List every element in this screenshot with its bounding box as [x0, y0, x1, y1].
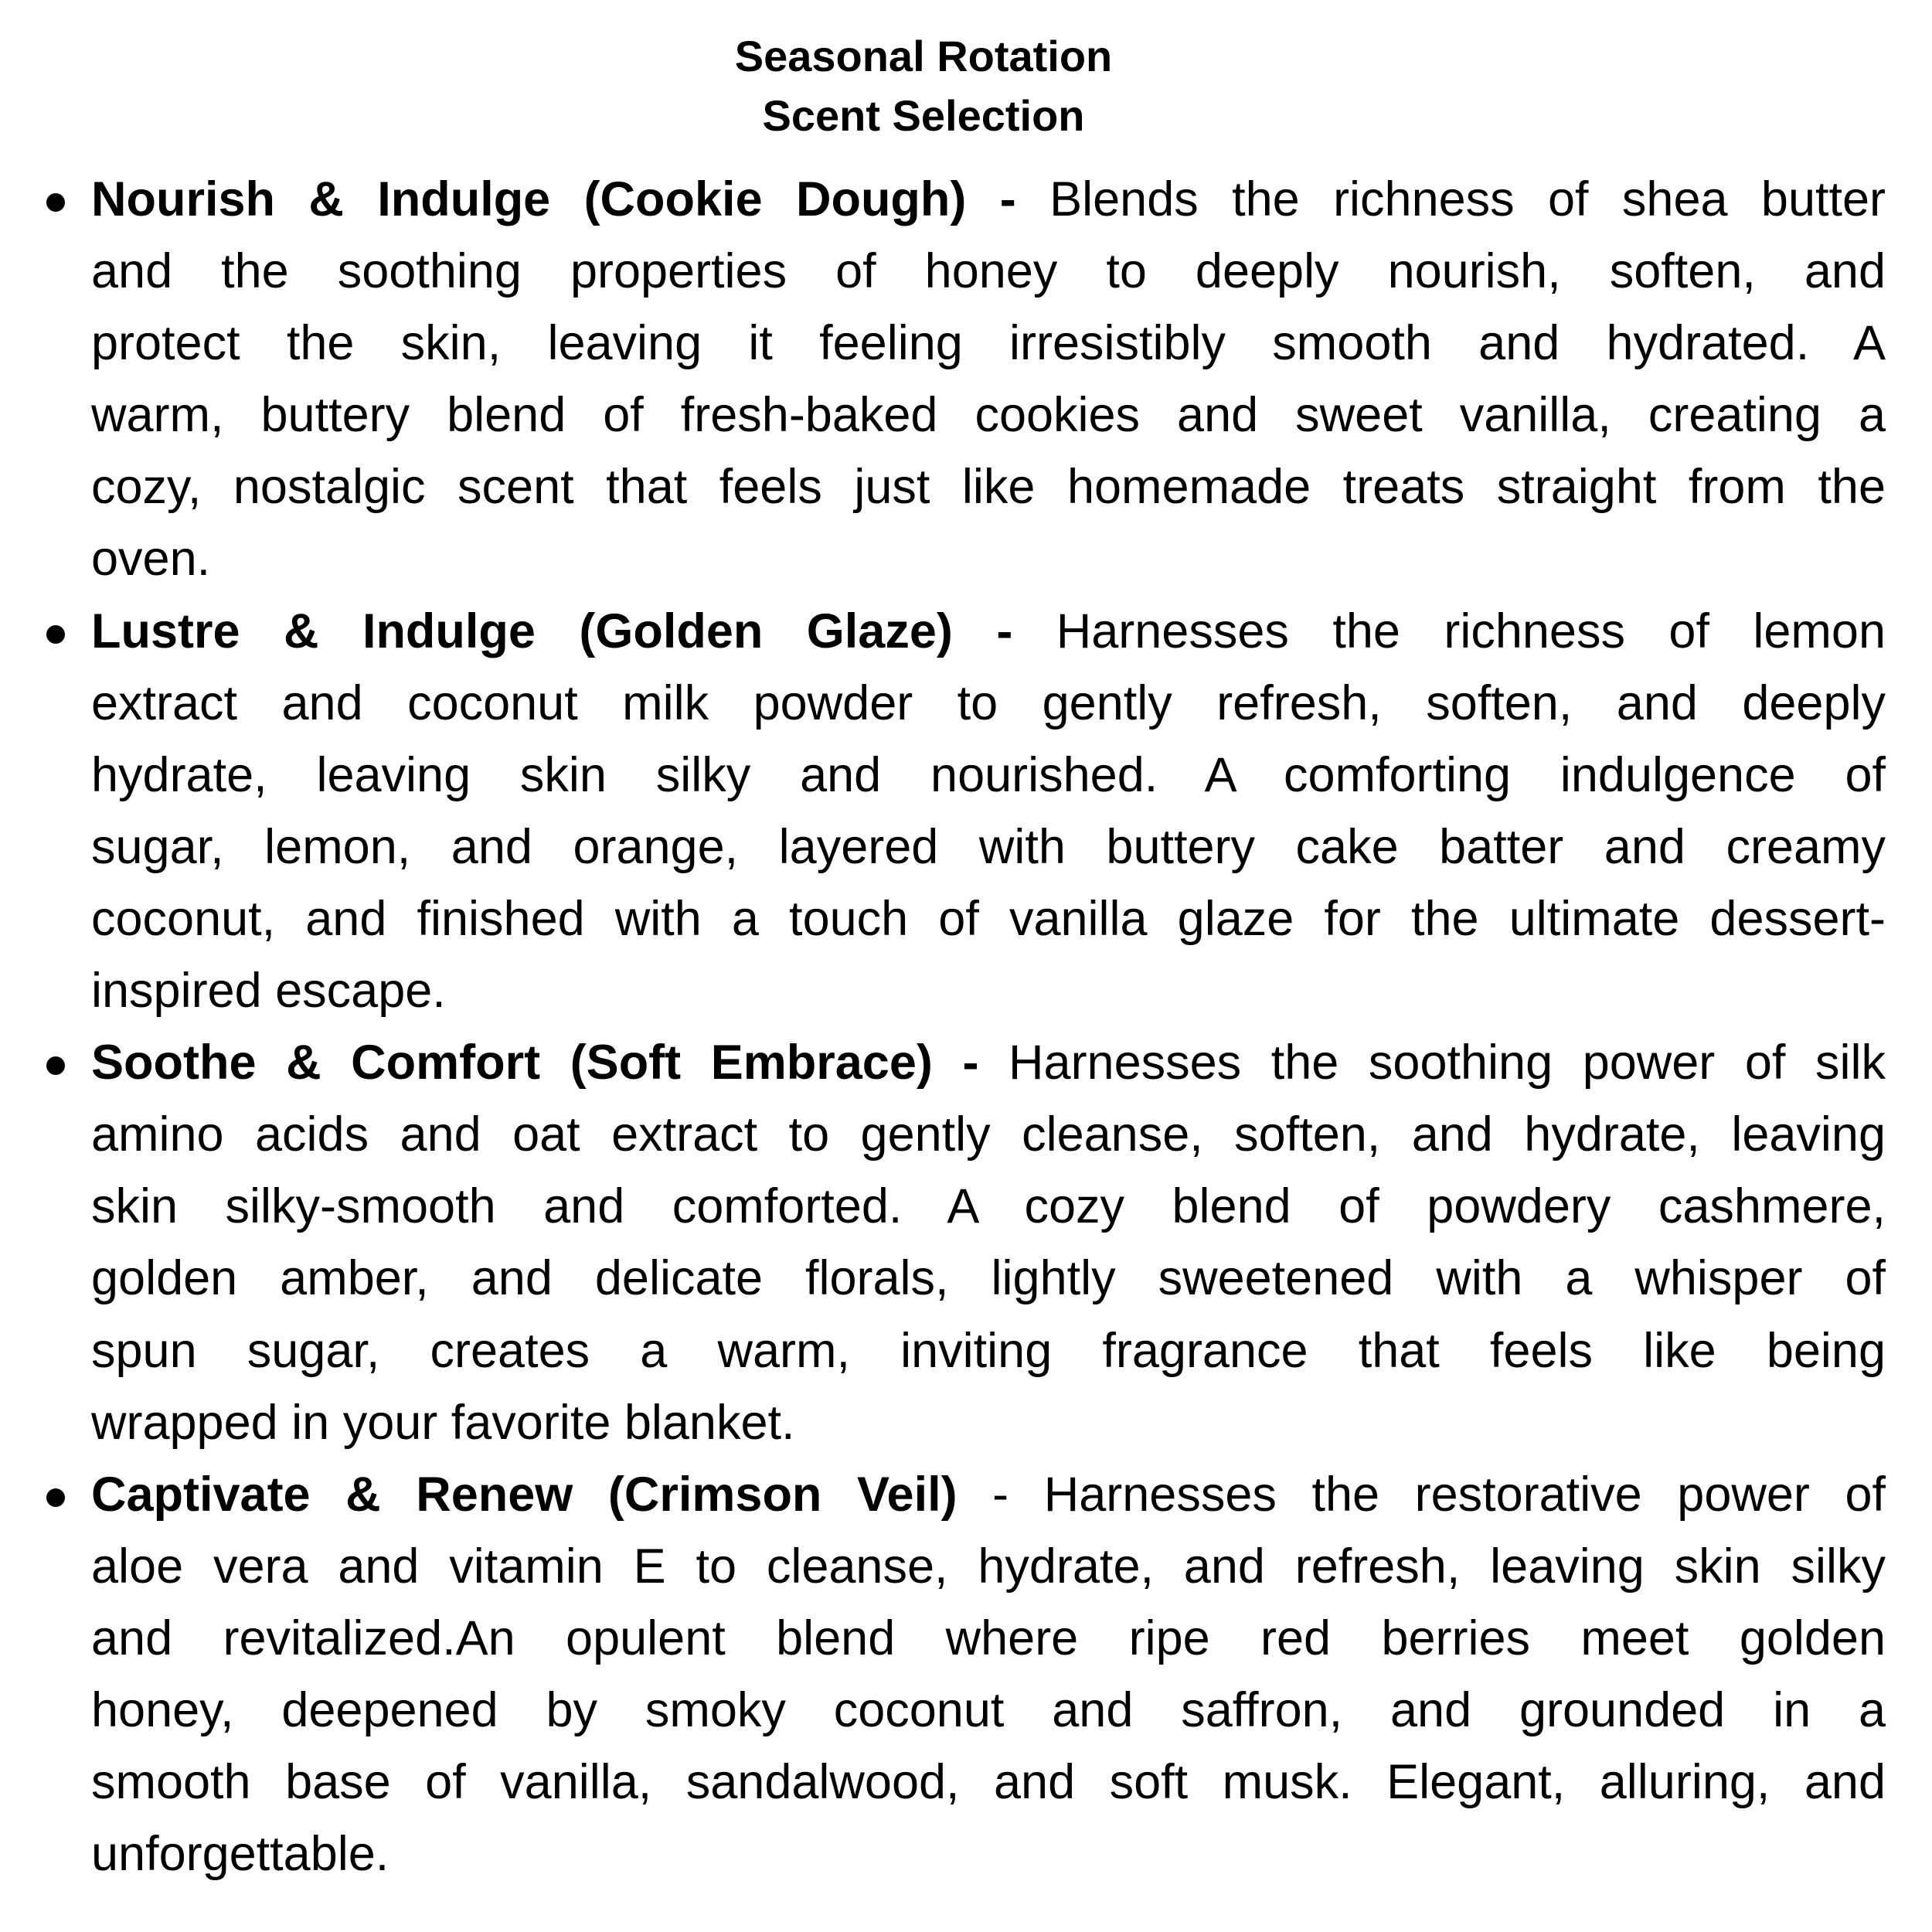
bullet-icon — [46, 1488, 65, 1507]
scent-line: spun sugar, creates a warm, inviting fragrance that feels like being — [91, 1323, 1886, 1378]
scent-line: honey, deepened by smoky coconut and saffron, and grounded in a — [91, 1682, 1886, 1737]
scent-list — [0, 164, 1932, 1890]
scent-description-start: Blends the richness of shea butter — [1015, 172, 1886, 226]
scent-item-cookie-dough — [0, 164, 1932, 596]
scent-description-start: Harnesses the soothing power of silk — [978, 1036, 1886, 1090]
scent-name: Nourish & Indulge (Cookie Dough) — [91, 172, 967, 226]
scent-line: extract and coconut milk powder to gently refresh, soften, and deeply — [91, 675, 1886, 730]
scent-separator: - — [952, 604, 1013, 658]
title-line-2: Scent Selection — [762, 91, 1085, 140]
scent-separator: - — [966, 172, 1016, 226]
scent-line: inspired escape. — [91, 964, 446, 1019]
scent-line: and revitalized.An opulent blend where ripe red berries meet golden — [91, 1611, 1886, 1665]
scent-line: protect the skin, leaving it feeling irresistibly smooth and hydrated. A — [91, 316, 1886, 371]
scent-line: smooth base of vanilla, sandalwood, and soft musk. Elegant, alluring, and — [91, 1755, 1886, 1810]
scent-item-crimson-veil — [0, 1459, 1932, 1891]
scent-line: oven. — [91, 532, 211, 587]
bullet-icon — [46, 193, 65, 212]
scent-separator: - — [957, 1467, 1009, 1522]
scent-item-soft-embrace — [0, 1027, 1932, 1459]
scent-line: cozy, nostalgic scent that feels just like homemade treats straight from the — [91, 460, 1886, 515]
scent-description-start: Harnesses the restorative power of — [1009, 1467, 1886, 1522]
scent-name: Soothe & Comfort (Soft Embrace) — [91, 1036, 933, 1090]
scent-line: sugar, lemon, and orange, layered with buttery cake batter and creamy — [91, 819, 1886, 874]
scent-separator: - — [932, 1036, 979, 1090]
page-title — [0, 26, 1847, 145]
scent-line — [91, 1027, 1886, 1099]
scent-name: Lustre & Indulge (Golden Glaze) — [91, 604, 953, 658]
scent-name: Captivate & Renew (Crimson Veil) — [91, 1467, 957, 1522]
scent-line: unforgettable. — [91, 1827, 389, 1882]
scent-line: wrapped in your favorite blanket. — [91, 1395, 795, 1450]
scent-line: amino acids and oat extract to gently cleanse, soften, and hydrate, leaving — [91, 1107, 1886, 1162]
scent-line: coconut, and finished with a touch of vanilla glaze for the ultimate dessert- — [91, 891, 1886, 946]
scent-line: and the soothing properties of honey to deeply nourish, soften, and — [91, 244, 1886, 299]
scent-line: golden amber, and delicate florals, lightly sweetened with a whisper of — [91, 1251, 1886, 1306]
scent-description-start: Harnesses the richness of lemon — [1012, 604, 1886, 658]
scent-item-golden-glaze — [0, 596, 1932, 1028]
scent-line — [91, 1459, 1886, 1531]
scent-line — [91, 164, 1886, 236]
scent-line: warm, buttery blend of fresh-baked cookies and sweet vanilla, creating a — [91, 388, 1886, 443]
scent-line: skin silky-smooth and comforted. A cozy blend of powdery cashmere, — [91, 1179, 1886, 1234]
title-line-1: Seasonal Rotation — [734, 32, 1113, 80]
bullet-icon — [46, 625, 65, 644]
scent-line — [91, 596, 1886, 668]
scent-line: aloe vera and vitamin E to cleanse, hydrate, and refresh, leaving skin silky — [91, 1539, 1886, 1594]
bullet-icon — [46, 1056, 65, 1075]
scent-line: hydrate, leaving skin silky and nourished. A comforting indulgence of — [91, 747, 1886, 802]
